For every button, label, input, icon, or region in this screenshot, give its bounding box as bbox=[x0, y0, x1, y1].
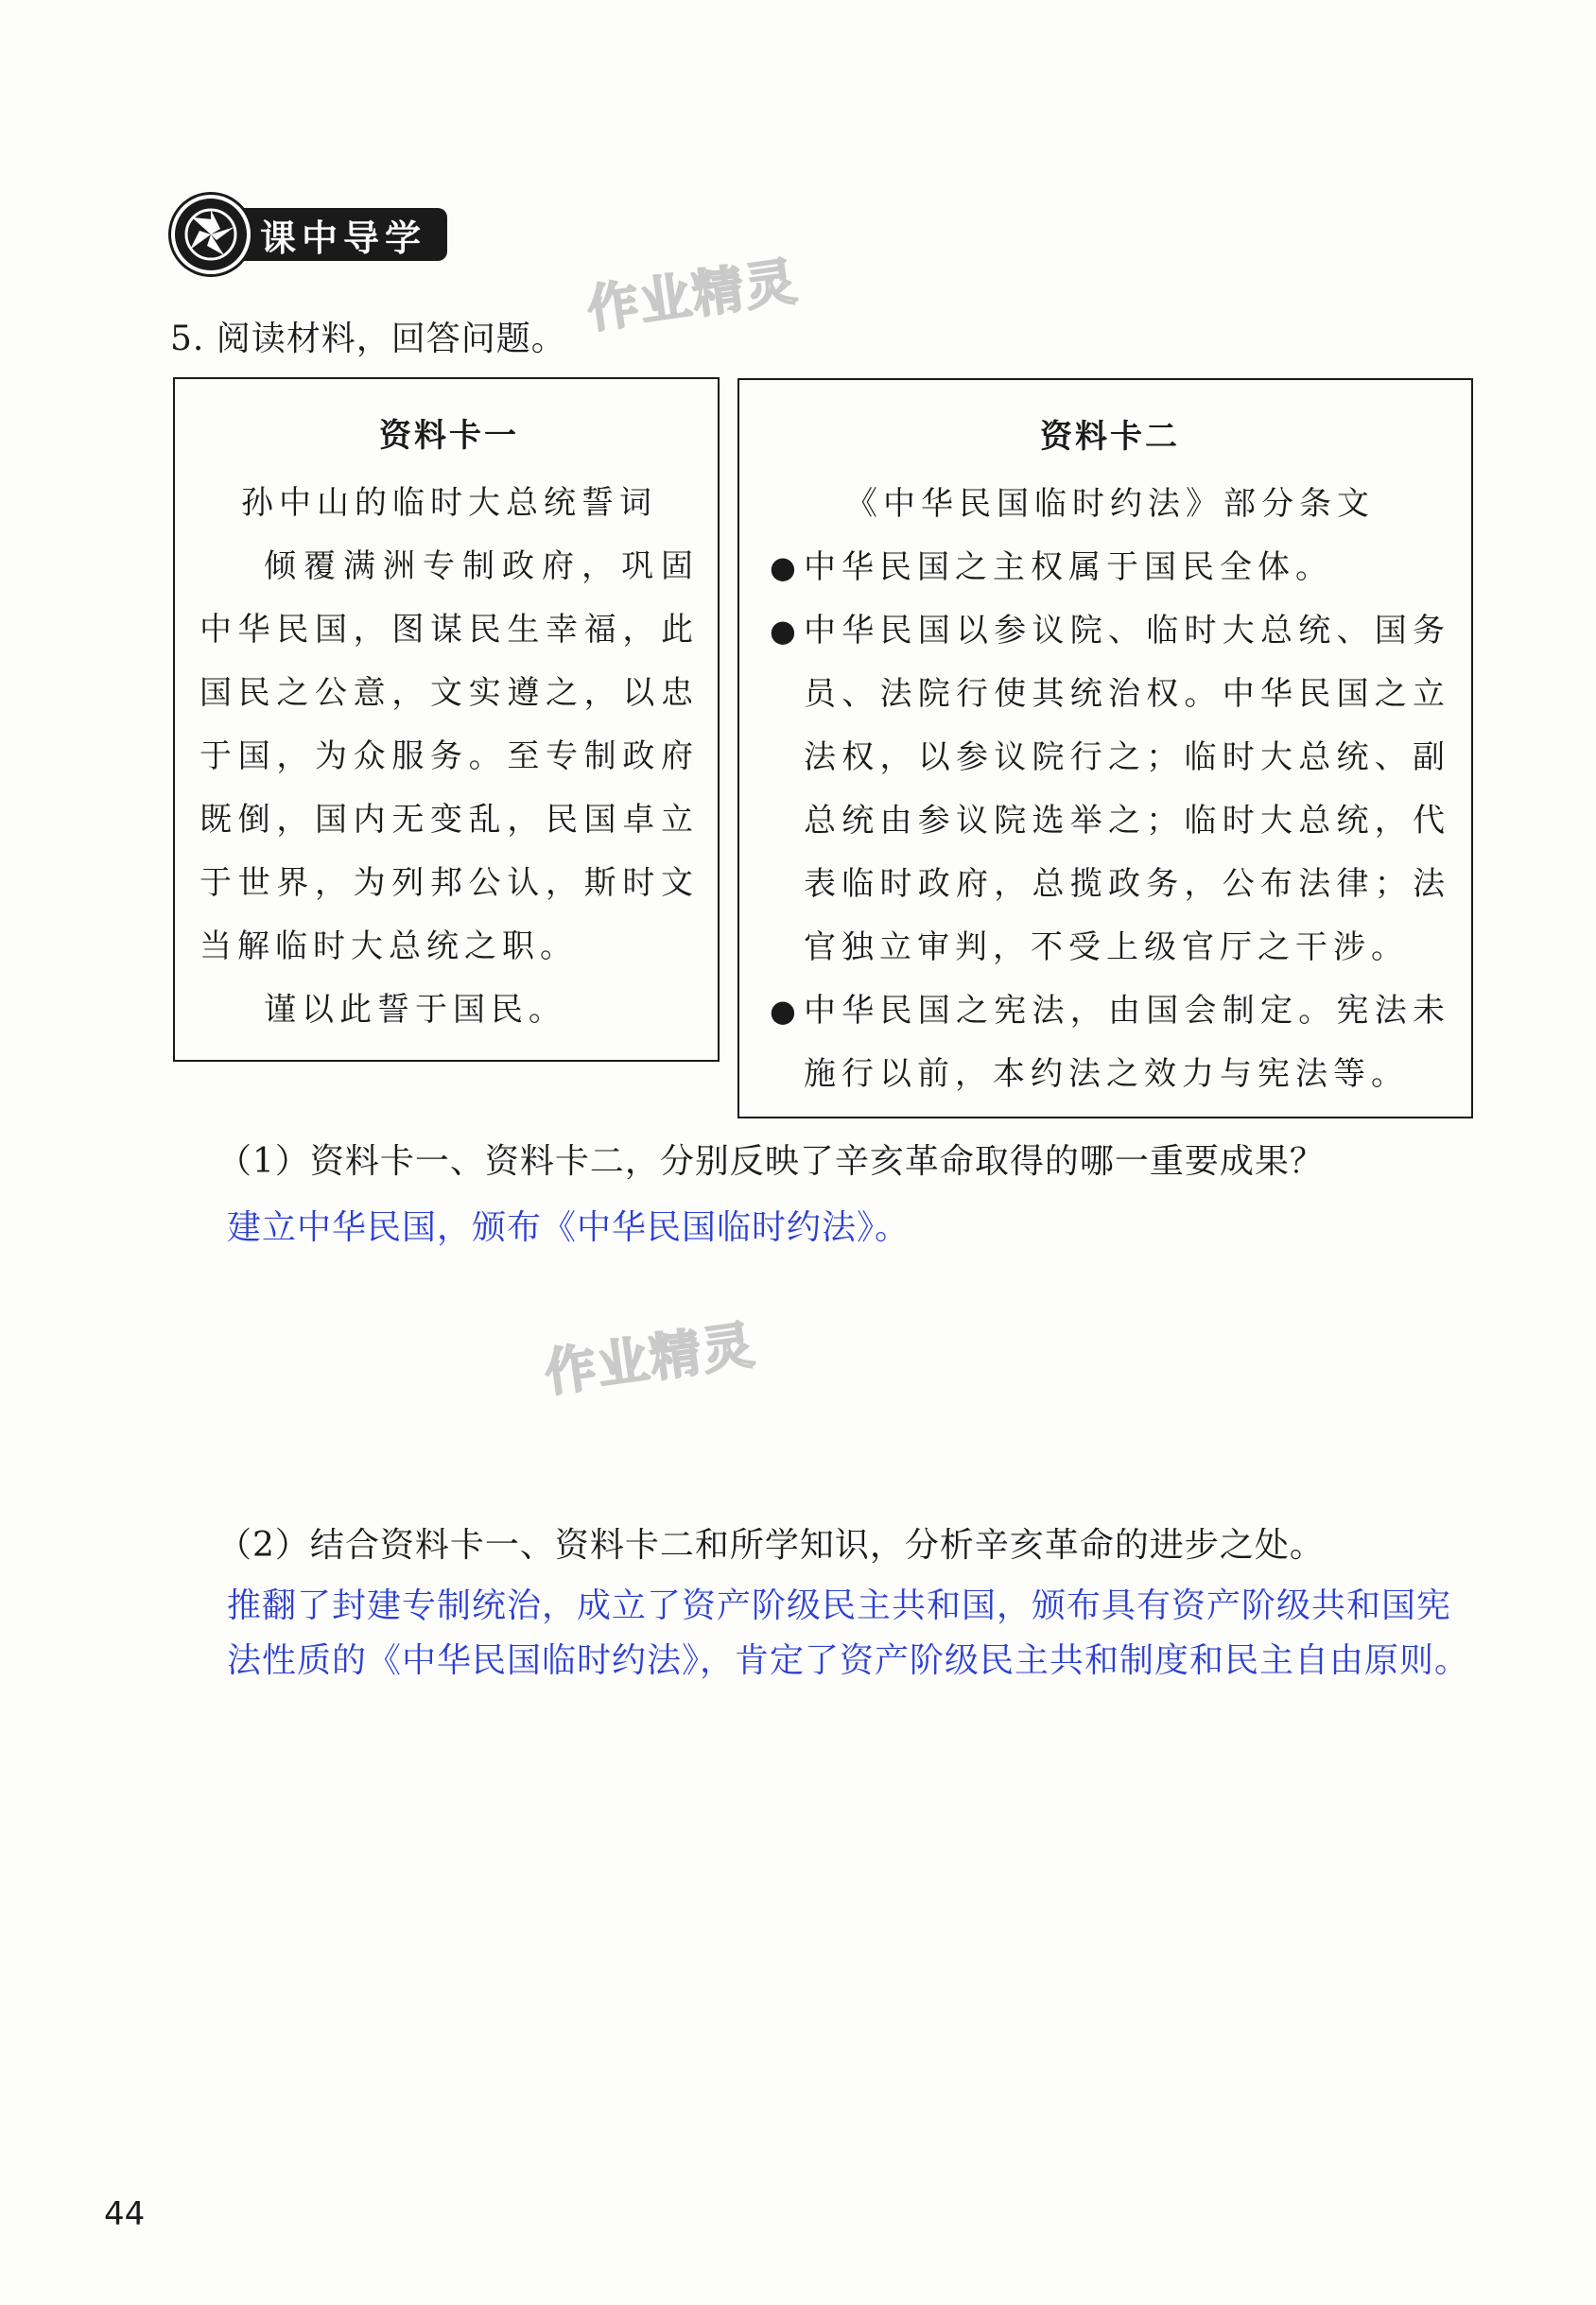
article-text: 中华民国之主权属于国民全体。 bbox=[804, 548, 1333, 586]
question-title: 5. 阅读材料，回答问题。 bbox=[170, 320, 566, 358]
card-title: 资料卡一 bbox=[379, 417, 519, 455]
article-text: 中华民国以参议院、临时大总统、国务员、法院行使其统治权。中华民国之立法权，以参议院行之；临时大总统、副总统由参议院选举之；临时大总统，代表临时政府，总揽政务，公布法律；法官独立审判，不受上级官厅之干涉。 bbox=[804, 612, 1450, 966]
card-subtitle: 孙中山的临时大总统誓词 bbox=[241, 484, 657, 522]
sub-question-1: （1）资料卡一、资料卡二，分别反映了辛亥革命取得的哪一重要成果？ bbox=[217, 1142, 1325, 1181]
list-item bbox=[770, 979, 1450, 1106]
oath-text: 倾覆满洲专制政府，巩固中华民国，图谋民生幸福，此国民之公意，文实遵之，以忠于国，为众服务。至专制政府既倒，国内无变乱，民国卓立于世界，为列邦公认，斯时文当解临时大总统之职。 bbox=[200, 547, 699, 965]
oath-closing: 谨以此誓于国民。 bbox=[264, 991, 566, 1029]
card-title: 资料卡二 bbox=[1040, 418, 1180, 456]
section-header bbox=[175, 199, 447, 270]
material-card-two bbox=[737, 378, 1473, 1118]
aperture-icon bbox=[175, 199, 247, 270]
answer-2: 推翻了封建专制统治，成立了资产阶级民主共和国，颁布具有资产阶级共和国宪法性质的《中华民国临时约法》，肯定了资产阶级民主共和制度和民主自由原则。 bbox=[227, 1586, 1470, 1680]
answer-1: 建立中华民国，颁布《中华民国临时约法》。 bbox=[227, 1208, 911, 1247]
section-label: 课中导学 bbox=[218, 208, 447, 261]
sub-question-2: （2）结合资料卡一、资料卡二和所学知识，分析辛亥革命的进步之处。 bbox=[217, 1526, 1325, 1565]
list-item bbox=[770, 599, 1450, 979]
material-card-one bbox=[173, 377, 720, 1062]
watermark: 作业精灵 bbox=[541, 1314, 759, 1404]
list-item bbox=[770, 536, 1450, 599]
bullet-icon: ● bbox=[770, 613, 796, 649]
bullet-icon: ● bbox=[770, 549, 796, 585]
article-text: 中华民国之宪法，由国会制定。宪法未施行以前，本约法之效力与宪法等。 bbox=[804, 992, 1450, 1093]
card-subtitle: 《中华民国临时约法》部分条文 bbox=[845, 485, 1375, 523]
watermark: 作业精灵 bbox=[583, 251, 802, 340]
page-number: 44 bbox=[104, 2195, 146, 2233]
bullet-icon: ● bbox=[770, 993, 796, 1029]
